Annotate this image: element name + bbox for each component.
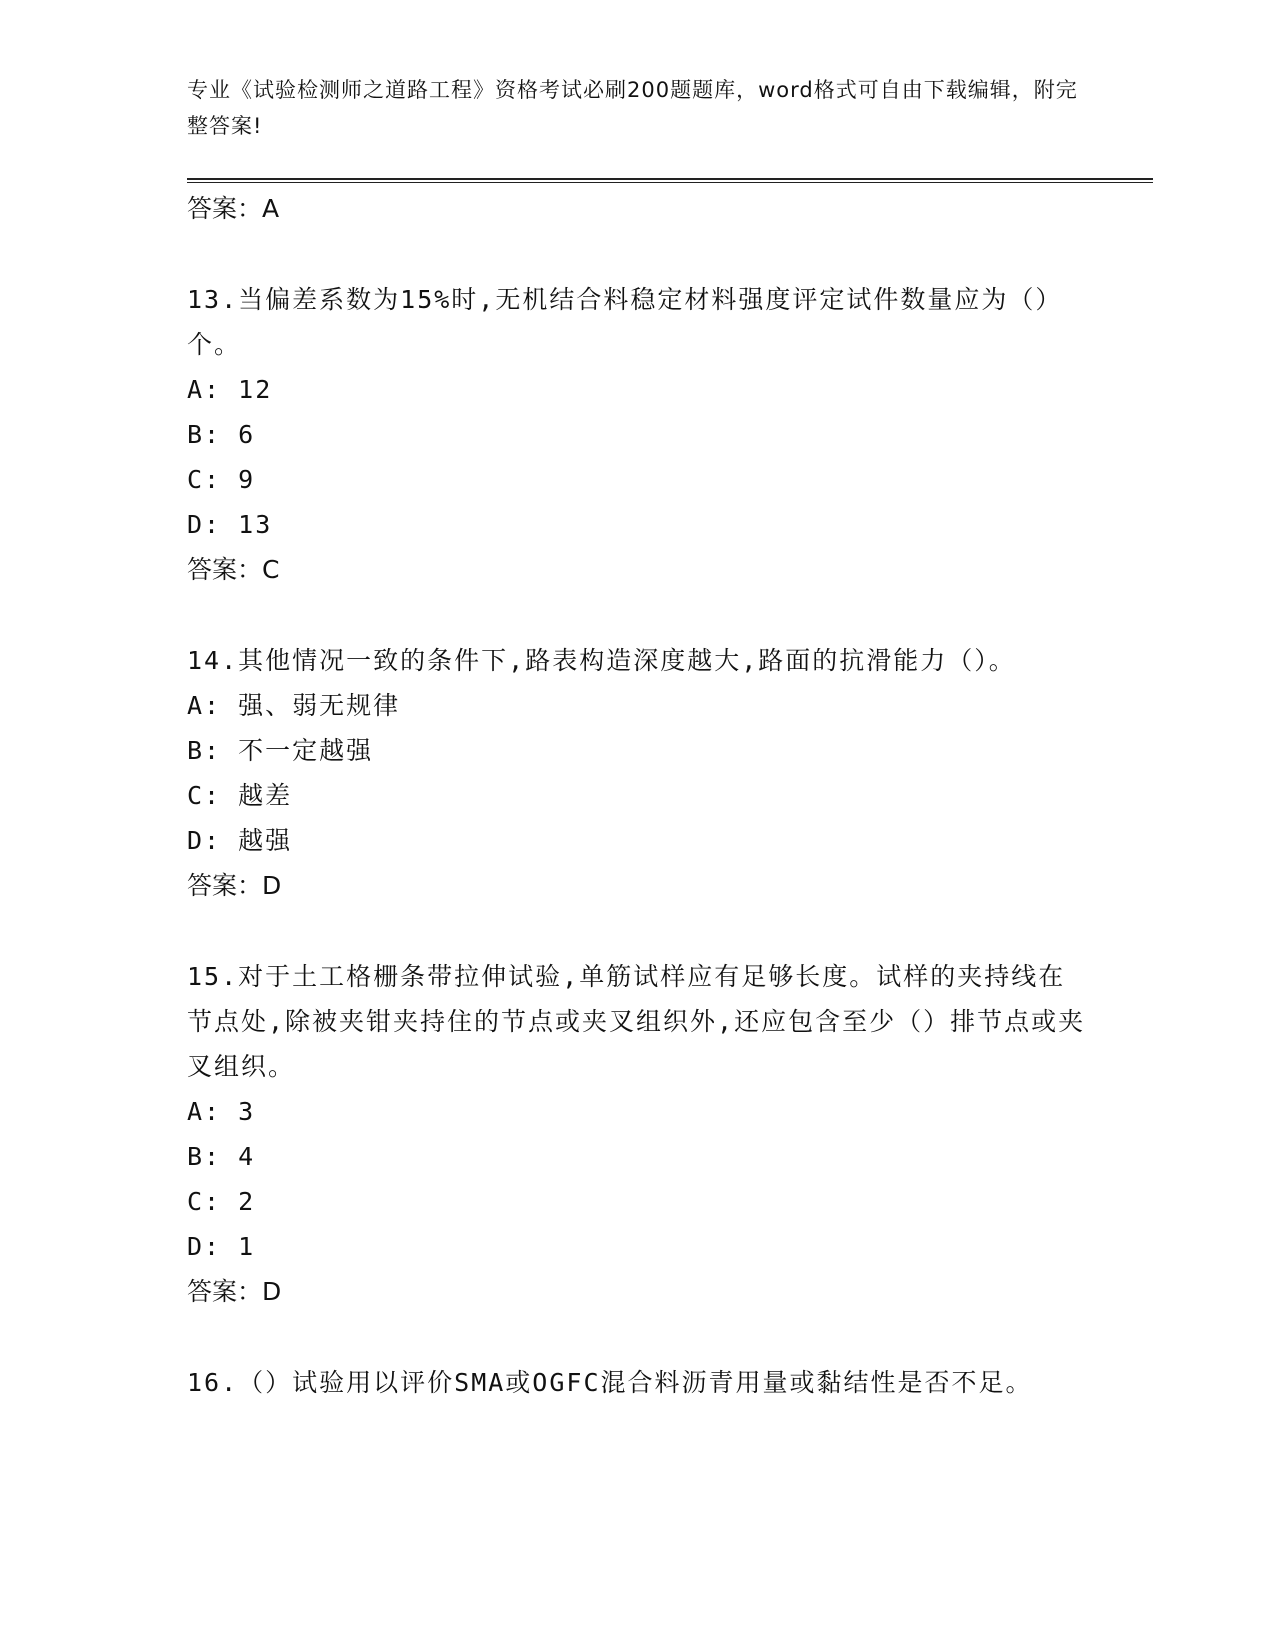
answer-label: 答案：C	[187, 555, 280, 584]
answer-label: 答案：D	[187, 1277, 282, 1306]
answer-label: 答案：D	[187, 871, 282, 900]
question-text: 15.对于土工格栅条带拉伸试验,单筋试样应有足够长度。试样的夹持线在节点处,除被夹钳夹持住的节点或夹叉组织外,还应包含至少（）排节点或夹叉组织。	[187, 962, 1086, 1081]
question-text: 13.当偏差系数为15%时,无机结合料稳定材料强度评定试件数量应为（）个。	[187, 285, 1063, 359]
option-c: C: 2	[187, 1187, 256, 1216]
question-text: 16.（）试验用以评价SMA或OGFC混合料沥青用量或黏结性是否不足。	[187, 1368, 1033, 1397]
page-header	[187, 72, 1087, 144]
question-15	[187, 954, 1087, 1315]
question-13	[187, 277, 1087, 593]
question-text: 14.其他情况一致的条件下,路表构造深度越大,路面的抗滑能力（）。	[187, 646, 1016, 675]
option-c: C: 9	[187, 465, 256, 494]
option-b: B: 6	[187, 420, 256, 449]
option-d: D: 越强	[187, 826, 293, 855]
question-16	[187, 1360, 1087, 1405]
option-b: B: 不一定越强	[187, 736, 374, 765]
option-b: B: 4	[187, 1142, 256, 1171]
option-d: D: 13	[187, 510, 273, 539]
option-a: A: 强、弱无规律	[187, 691, 401, 720]
answer-label: 答案：A	[187, 194, 280, 223]
option-c: C: 越差	[187, 781, 293, 810]
header-divider	[187, 178, 1153, 183]
option-a: A: 12	[187, 375, 273, 404]
question-list	[187, 186, 1087, 1405]
question-14	[187, 638, 1087, 909]
header-title: 专业《试验检测师之道路工程》资格考试必刷200题题库，word格式可自由下载编辑，附完整答案!	[187, 78, 1078, 138]
option-d: D: 1	[187, 1232, 256, 1261]
option-a: A: 3	[187, 1097, 256, 1126]
